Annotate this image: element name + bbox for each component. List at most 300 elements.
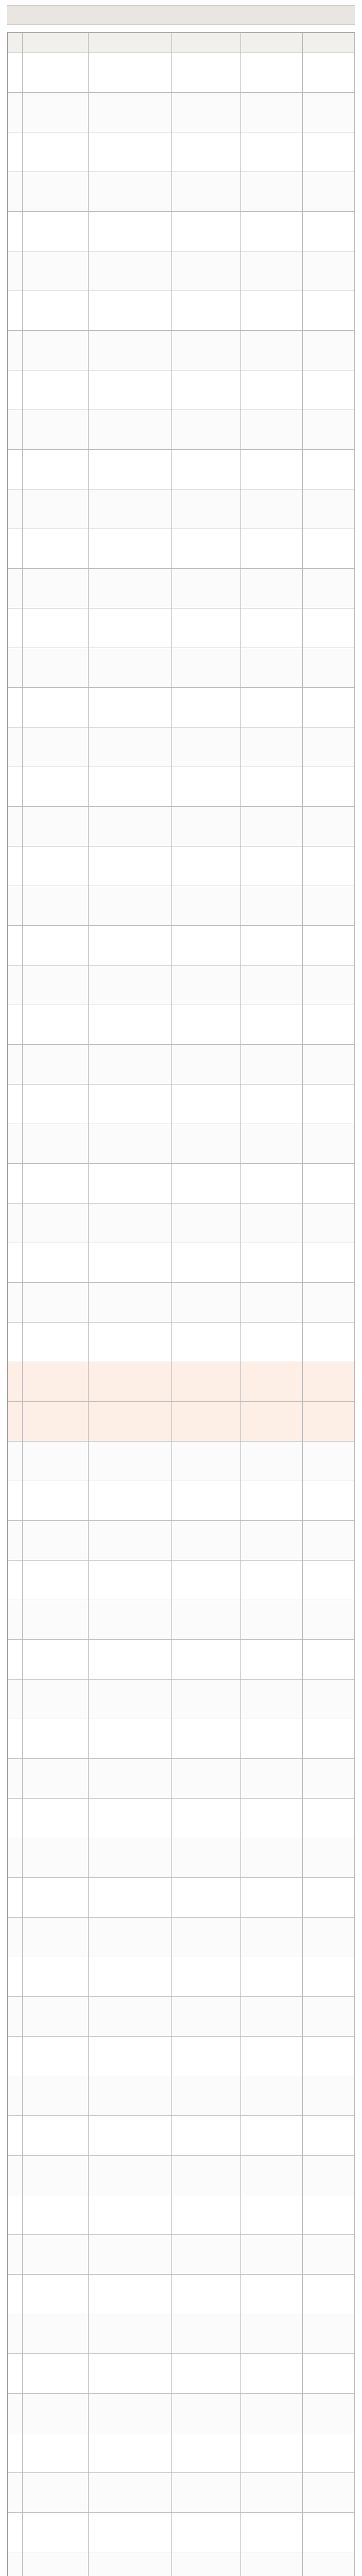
table-cell — [172, 1283, 241, 1323]
table-cell — [8, 291, 23, 331]
table-cell — [8, 1283, 23, 1323]
table-cell — [8, 965, 23, 1005]
table-cell — [241, 807, 303, 846]
table-cell — [172, 965, 241, 1005]
table-row — [8, 2037, 355, 2076]
table-cell — [241, 926, 303, 965]
table-row — [8, 291, 355, 331]
table-cell — [241, 172, 303, 212]
table-cell — [23, 1283, 89, 1323]
table-cell — [172, 93, 241, 132]
table-cell — [89, 53, 172, 93]
table-cell — [172, 2076, 241, 2116]
table-cell — [241, 2037, 303, 2076]
table-cell — [241, 608, 303, 648]
table-row — [8, 1838, 355, 1878]
table-cell — [172, 1045, 241, 1084]
table-cell — [303, 1481, 355, 1521]
table-cell — [303, 1680, 355, 1719]
table-row — [8, 2394, 355, 2433]
table-cell — [23, 1719, 89, 1759]
table-cell — [172, 727, 241, 767]
table-cell — [303, 1600, 355, 1640]
table-cell — [241, 1799, 303, 1838]
table-cell — [8, 1442, 23, 1481]
table-cell — [89, 450, 172, 489]
table-cell — [303, 1402, 355, 1442]
table-row — [8, 2195, 355, 2235]
table-cell — [89, 2037, 172, 2076]
table-cell — [8, 410, 23, 450]
table-row — [8, 1045, 355, 1084]
table-cell — [8, 2552, 23, 2576]
table-cell — [241, 1204, 303, 1243]
table-cell — [241, 2275, 303, 2314]
table-cell — [303, 331, 355, 370]
table-cell — [23, 608, 89, 648]
table-cell — [89, 569, 172, 608]
table-cell — [89, 1481, 172, 1521]
table-cell — [241, 489, 303, 529]
table-cell — [8, 1005, 23, 1045]
table-cell — [89, 2195, 172, 2235]
table-cell — [8, 1957, 23, 1997]
table-cell — [172, 1323, 241, 1362]
table-cell — [89, 93, 172, 132]
table-cell — [303, 1283, 355, 1323]
table-row — [8, 1402, 355, 1442]
table-cell — [303, 1640, 355, 1680]
table-cell — [172, 1957, 241, 1997]
table-cell — [303, 251, 355, 291]
table-cell — [303, 648, 355, 688]
table-cell — [8, 212, 23, 251]
table-cell — [172, 1719, 241, 1759]
table-cell — [241, 1084, 303, 1124]
table-cell — [303, 1878, 355, 1918]
table-cell — [303, 1799, 355, 1838]
table-cell — [23, 648, 89, 688]
table-cell — [241, 1918, 303, 1957]
table-cell — [8, 1164, 23, 1204]
table-cell — [8, 886, 23, 926]
table-cell — [8, 1084, 23, 1124]
table-cell — [89, 1521, 172, 1561]
table-cell — [241, 370, 303, 410]
table-cell — [8, 2076, 23, 2116]
table-cell — [241, 965, 303, 1005]
table-cell — [89, 1323, 172, 1362]
table-cell — [23, 489, 89, 529]
table-cell — [89, 370, 172, 410]
table-cell — [89, 1640, 172, 1680]
table-cell — [241, 569, 303, 608]
table-cell — [172, 291, 241, 331]
table-cell — [89, 410, 172, 450]
table-cell — [303, 886, 355, 926]
table-row — [8, 410, 355, 450]
table-cell — [303, 489, 355, 529]
table-cell — [23, 1323, 89, 1362]
table-cell — [8, 2433, 23, 2473]
table-cell — [172, 1918, 241, 1957]
table-cell — [23, 1362, 89, 1402]
table-cell — [241, 1243, 303, 1283]
table-row — [8, 489, 355, 529]
table-cell — [23, 2354, 89, 2394]
table-cell — [23, 1442, 89, 1481]
table-cell — [303, 1084, 355, 1124]
table-cell — [23, 569, 89, 608]
table-cell — [172, 1124, 241, 1164]
table-cell — [303, 1521, 355, 1561]
table-cell — [23, 1402, 89, 1442]
table-cell — [8, 569, 23, 608]
table-cell — [23, 1204, 89, 1243]
table-cell — [89, 1997, 172, 2037]
table-cell — [8, 1243, 23, 1283]
table-cell — [241, 2354, 303, 2394]
table-row — [8, 846, 355, 886]
table-cell — [303, 2314, 355, 2354]
table-cell — [172, 1680, 241, 1719]
table-cell — [8, 2195, 23, 2235]
table-cell — [23, 1521, 89, 1561]
table-cell — [172, 1640, 241, 1680]
table-cell — [241, 1164, 303, 1204]
table-cell — [89, 1124, 172, 1164]
table-cell — [172, 251, 241, 291]
table-cell — [89, 807, 172, 846]
table-cell — [172, 2195, 241, 2235]
table-cell — [303, 1561, 355, 1600]
table-row — [8, 926, 355, 965]
table-cell — [303, 2195, 355, 2235]
table-cell — [8, 331, 23, 370]
table-cell — [303, 2513, 355, 2552]
table-row — [8, 331, 355, 370]
table-cell — [241, 1323, 303, 1362]
table-cell — [8, 2037, 23, 2076]
table-cell — [303, 2354, 355, 2394]
table-cell — [8, 1600, 23, 1640]
table-cell — [241, 1719, 303, 1759]
table-cell — [23, 2314, 89, 2354]
table-row — [8, 727, 355, 767]
table-cell — [8, 1799, 23, 1838]
table-cell — [172, 1402, 241, 1442]
table-cell — [89, 926, 172, 965]
table-cell — [23, 1838, 89, 1878]
table-cell — [89, 1005, 172, 1045]
table-cell — [89, 291, 172, 331]
table-cell — [23, 846, 89, 886]
table-cell — [23, 965, 89, 1005]
table-cell — [23, 2156, 89, 2195]
table-cell — [23, 212, 89, 251]
table-row — [8, 1997, 355, 2037]
table-cell — [172, 489, 241, 529]
table-row — [8, 1878, 355, 1918]
table-cell — [8, 767, 23, 807]
table-cell — [89, 1442, 172, 1481]
table-cell — [241, 886, 303, 926]
table-cell — [8, 1362, 23, 1402]
title-bar — [7, 0, 355, 32]
table-cell — [23, 370, 89, 410]
table-cell — [23, 2394, 89, 2433]
table-cell — [89, 767, 172, 807]
table-cell — [8, 1997, 23, 2037]
table-cell — [303, 965, 355, 1005]
table-cell — [23, 410, 89, 450]
table-cell — [172, 688, 241, 727]
table-cell — [89, 489, 172, 529]
table-cell — [303, 569, 355, 608]
table-row — [8, 1680, 355, 1719]
table-row — [8, 1164, 355, 1204]
table-cell — [89, 1759, 172, 1799]
table-cell — [23, 807, 89, 846]
table-row — [8, 569, 355, 608]
table-cell — [23, 1600, 89, 1640]
table-cell — [89, 1719, 172, 1759]
table-cell — [241, 1045, 303, 1084]
table-cell — [89, 2513, 172, 2552]
table-cell — [89, 965, 172, 1005]
table-cell — [172, 2116, 241, 2156]
table-cell — [89, 1561, 172, 1600]
table-cell — [241, 2433, 303, 2473]
column-header — [241, 33, 303, 53]
table-cell — [303, 1164, 355, 1204]
table-cell — [241, 1997, 303, 2037]
table-cell — [303, 53, 355, 93]
table-cell — [303, 2037, 355, 2076]
table-cell — [303, 807, 355, 846]
table-cell — [8, 1759, 23, 1799]
table-cell — [303, 1997, 355, 2037]
table-cell — [23, 1005, 89, 1045]
table-cell — [172, 1878, 241, 1918]
table-cell — [89, 1243, 172, 1283]
table-row — [8, 1481, 355, 1521]
table-cell — [172, 1600, 241, 1640]
table-cell — [241, 1005, 303, 1045]
table-cell — [241, 1362, 303, 1402]
table-cell — [89, 1957, 172, 1997]
table-cell — [241, 1561, 303, 1600]
table-cell — [303, 1124, 355, 1164]
table-cell — [89, 2076, 172, 2116]
table-cell — [89, 1918, 172, 1957]
table-cell — [241, 1680, 303, 1719]
table-cell — [241, 1521, 303, 1561]
table-cell — [8, 1719, 23, 1759]
table-row — [8, 1362, 355, 1402]
table-cell — [8, 529, 23, 569]
table-row — [8, 93, 355, 132]
table-cell — [89, 846, 172, 886]
table-cell — [23, 1124, 89, 1164]
table-cell — [23, 450, 89, 489]
table-row — [8, 1918, 355, 1957]
table-cell — [241, 1481, 303, 1521]
table-cell — [172, 569, 241, 608]
table-cell — [89, 688, 172, 727]
table-cell — [241, 93, 303, 132]
table-cell — [303, 846, 355, 886]
table-cell — [241, 2195, 303, 2235]
table-cell — [23, 331, 89, 370]
table-cell — [172, 529, 241, 569]
table-cell — [241, 2156, 303, 2195]
table-cell — [303, 2552, 355, 2576]
table-cell — [241, 2394, 303, 2433]
table-cell — [8, 370, 23, 410]
table-cell — [241, 450, 303, 489]
table-cell — [8, 688, 23, 727]
table-cell — [23, 529, 89, 569]
table-cell — [89, 608, 172, 648]
table-cell — [172, 2394, 241, 2433]
table-row — [8, 1719, 355, 1759]
table-header-row — [8, 33, 355, 53]
table-row — [8, 2076, 355, 2116]
table-cell — [8, 926, 23, 965]
table-row — [8, 1600, 355, 1640]
table-cell — [303, 93, 355, 132]
table-cell — [8, 2513, 23, 2552]
table-cell — [241, 1283, 303, 1323]
column-header — [172, 33, 241, 53]
table-cell — [23, 1997, 89, 2037]
table-cell — [172, 450, 241, 489]
table-cell — [23, 886, 89, 926]
table-cell — [23, 2275, 89, 2314]
table-cell — [23, 1640, 89, 1680]
table-cell — [23, 172, 89, 212]
table-row — [8, 1521, 355, 1561]
table-cell — [172, 1084, 241, 1124]
table-cell — [8, 1561, 23, 1600]
table-cell — [303, 2433, 355, 2473]
table-cell — [241, 2473, 303, 2513]
table-cell — [303, 370, 355, 410]
table-cell — [172, 1759, 241, 1799]
table-cell — [89, 1838, 172, 1878]
table-cell — [23, 727, 89, 767]
table-cell — [8, 1640, 23, 1680]
table-cell — [303, 2116, 355, 2156]
table-cell — [23, 1878, 89, 1918]
table-cell — [172, 1799, 241, 1838]
table-cell — [89, 1164, 172, 1204]
table-cell — [89, 2156, 172, 2195]
table-row — [8, 1204, 355, 1243]
table-cell — [303, 1362, 355, 1402]
table-cell — [241, 1759, 303, 1799]
table-cell — [89, 1680, 172, 1719]
table-cell — [89, 251, 172, 291]
table-cell — [303, 2473, 355, 2513]
table-row — [8, 2473, 355, 2513]
table-cell — [89, 2473, 172, 2513]
table-cell — [241, 1640, 303, 1680]
table-cell — [23, 53, 89, 93]
table-cell — [303, 1759, 355, 1799]
table-row — [8, 2433, 355, 2473]
table-cell — [172, 807, 241, 846]
table-cell — [172, 1005, 241, 1045]
table-cell — [8, 93, 23, 132]
table-cell — [89, 727, 172, 767]
table-cell — [23, 2235, 89, 2275]
table-cell — [89, 529, 172, 569]
table-row — [8, 2275, 355, 2314]
table-cell — [172, 2156, 241, 2195]
table-cell — [172, 172, 241, 212]
table-row — [8, 1323, 355, 1362]
table-cell — [172, 370, 241, 410]
table-cell — [89, 1084, 172, 1124]
table-cell — [8, 2156, 23, 2195]
table-row — [8, 608, 355, 648]
table-cell — [89, 1799, 172, 1838]
table-cell — [241, 2116, 303, 2156]
table-cell — [241, 2314, 303, 2354]
table-row — [8, 1283, 355, 1323]
table-row — [8, 886, 355, 926]
table-cell — [303, 410, 355, 450]
table-cell — [172, 1164, 241, 1204]
table-row — [8, 648, 355, 688]
table-cell — [8, 450, 23, 489]
table-row — [8, 450, 355, 489]
table-cell — [23, 2195, 89, 2235]
table-cell — [89, 2433, 172, 2473]
table-cell — [8, 727, 23, 767]
table-row — [8, 172, 355, 212]
results-table — [8, 32, 355, 2576]
table-row — [8, 767, 355, 807]
table-cell — [8, 807, 23, 846]
table-cell — [89, 1878, 172, 1918]
table-row — [8, 1640, 355, 1680]
table-row — [8, 212, 355, 251]
table-cell — [172, 926, 241, 965]
table-cell — [172, 1521, 241, 1561]
table-cell — [23, 251, 89, 291]
table-row — [8, 2513, 355, 2552]
table-cell — [172, 1362, 241, 1402]
table-cell — [241, 688, 303, 727]
table-cell — [8, 1124, 23, 1164]
table-cell — [23, 1084, 89, 1124]
table-row — [8, 1005, 355, 1045]
table-cell — [241, 1402, 303, 1442]
table-cell — [8, 1481, 23, 1521]
table-row — [8, 1084, 355, 1124]
table-cell — [89, 1204, 172, 1243]
table-cell — [89, 1402, 172, 1442]
table-cell — [89, 2552, 172, 2576]
table-cell — [303, 1918, 355, 1957]
table-cell — [89, 2275, 172, 2314]
table-cell — [241, 1124, 303, 1164]
table-cell — [8, 1204, 23, 1243]
table-cell — [303, 767, 355, 807]
